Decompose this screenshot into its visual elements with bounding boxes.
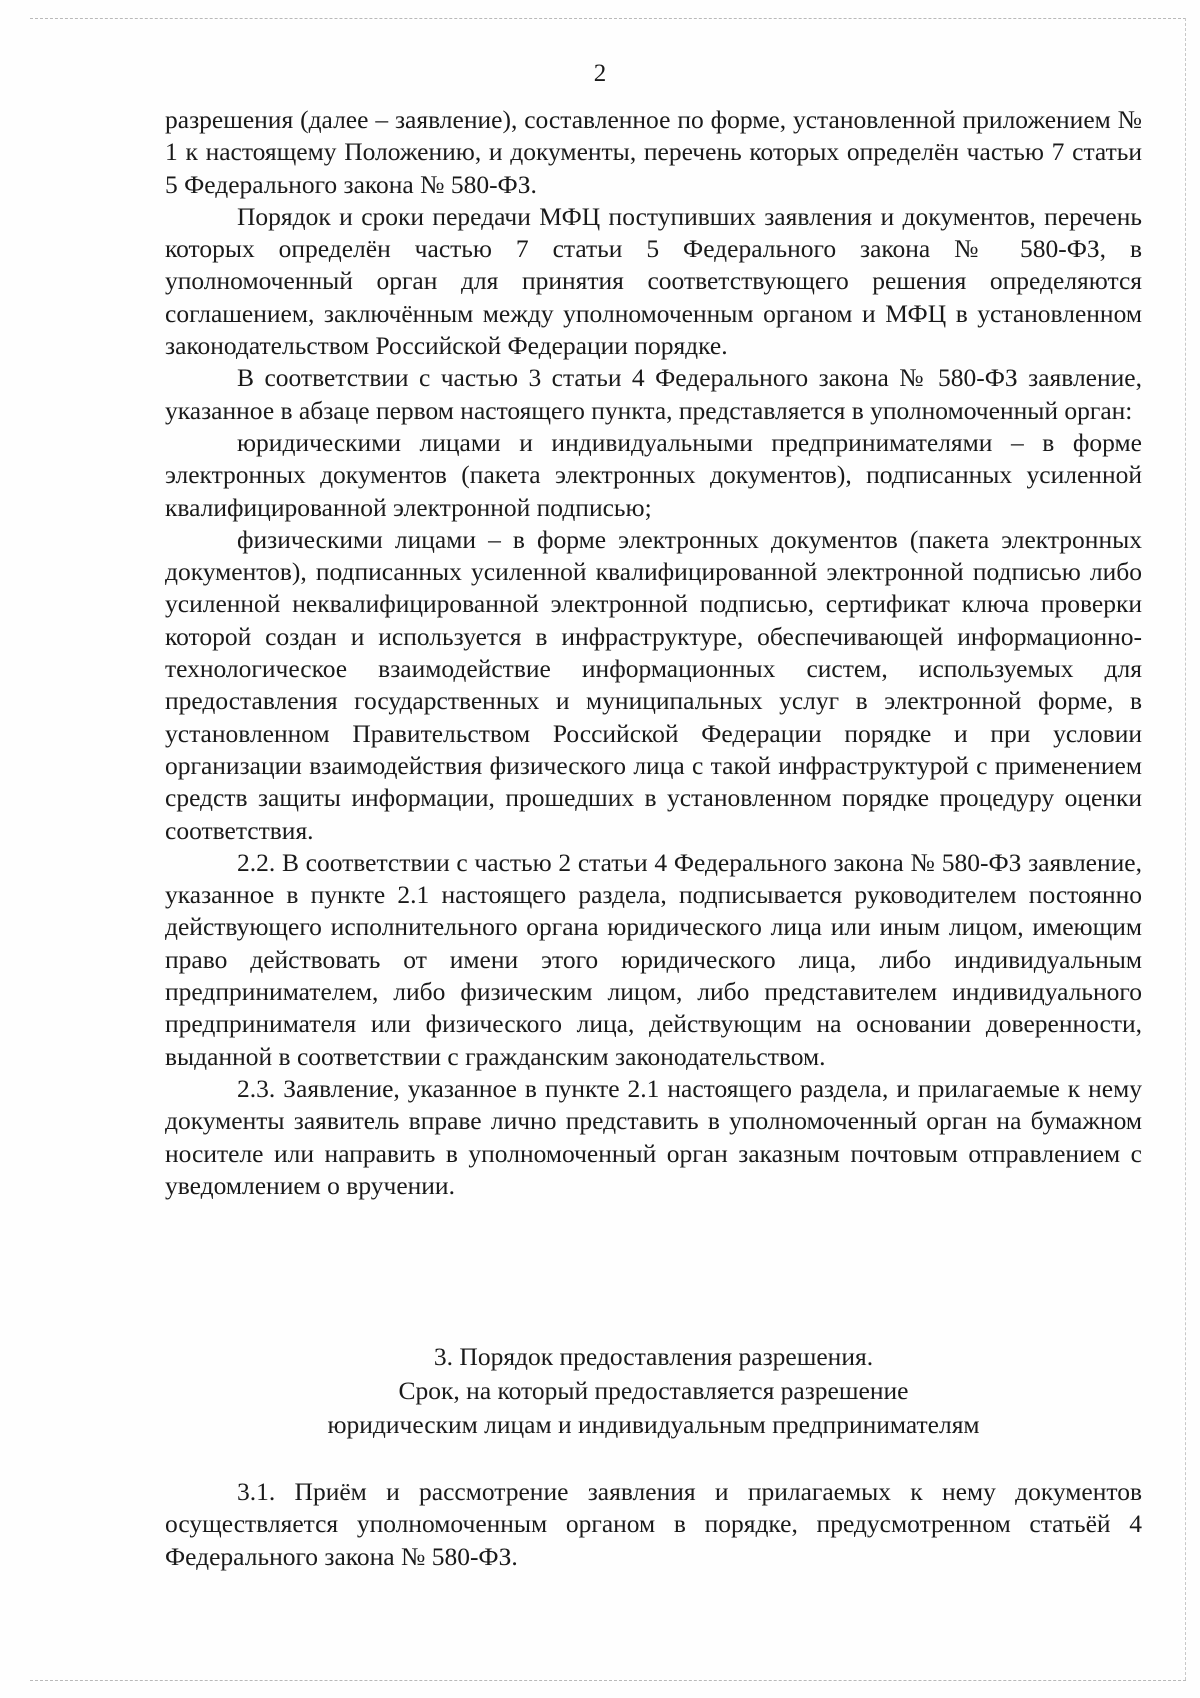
paragraph-continuation: разрешения (далее – заявление), составленное по форме, установленной приложением № 1 к настоящему Положению, и документы, перечень которых определён частью 7 статьи 5 Федерального закона № 580-ФЗ. [165, 105, 1142, 199]
paragraph-3-1: 3.1. Приём и рассмотрение заявления и прилагаемых к нему документов осуществляется уполномоченным органом в порядке, предусмотренном статьёй 4 Федерального закона № 580-ФЗ. [165, 1477, 1142, 1571]
scan-edge-bottom [30, 1680, 1186, 1681]
section-3-body [165, 1476, 1142, 1573]
paragraph-legal-entities: юридическими лицами и индивидуальными предпринимателями – в форме электронных документов (пакета электронных документов), подписанных усиленной квалифицированной электронной подписью; [165, 427, 1142, 522]
scan-edge-top [30, 18, 1186, 19]
paragraph-individuals: физическими лицами – в форме электронных документов (пакета электронных документов), подписанных усиленной квалифицированной электронной подписью либо усиленной неквалифицированной электронной подписью, сертификат ключа проверки которой создан и используется в инфраструктуре, обеспечивающей информационно-технологическое взаимодействие информационных систем, используемых для предоставления государственных и муниципальных услуг в электронной форме, в установленном Правительством Российской Федерации порядке и при условии организации взаимодействия физического лица с такой инфраструктурой с применением средств защиты информации, прошедших в установленном порядке процедуру оценки соответствия. [165, 524, 1142, 845]
body-text [165, 104, 1142, 1202]
section-heading-line-3: юридическим лицам и индивидуальным предпринимателям [327, 1410, 980, 1439]
section-heading-line-2: Срок, на который предоставляется разрешение [398, 1376, 909, 1405]
section-3-heading [165, 1340, 1142, 1442]
paragraph-2-3: 2.3. Заявление, указанное в пункте 2.1 настоящего раздела, и прилагаемые к нему документы заявитель вправе лично представить в уполномоченный орган на бумажном носителе или направить в уполномоченный орган заказным почтовым отправлением с уведомлением о вручении. [165, 1073, 1142, 1200]
paragraph-submission-intro: В соответствии с частью 3 статьи 4 Федерального закона № 580-ФЗ заявление, указанное в абзаце первом настоящего пункта, представляется в уполномоченный орган: [165, 363, 1142, 425]
page-number: 2 [593, 60, 607, 87]
scan-edge-right [1185, 18, 1186, 1680]
paragraph-mfc-transfer: Порядок и сроки передачи МФЦ поступивших заявления и документов, перечень которых определён частью 7 статьи 5 Федерального закона № 580-ФЗ, в уполномоченный орган для принятия соответствующего решения определяются соглашением, заключённым между уполномоченным органом и МФЦ в установленном законодательством Российской Федерации порядке. [165, 201, 1142, 361]
paragraph-2-2: 2.2. В соответствии с частью 2 статьи 4 Федерального закона № 580-ФЗ заявление, указанное в пункте 2.1 настоящего раздела, подписывается руководителем постоянно действующего исполнительного органа юридического лица или иным лицом, имеющим право действовать от имени этого юридического лица, либо индивидуальным предпринимателем, либо физическим лицом, либо представителем индивидуального предпринимателя или физического лица, действующим на основании доверенности, выданной в соответствии с гражданским законодательством. [165, 847, 1142, 1071]
section-heading-line-1: 3. Порядок предоставления разрешения. [433, 1342, 874, 1371]
